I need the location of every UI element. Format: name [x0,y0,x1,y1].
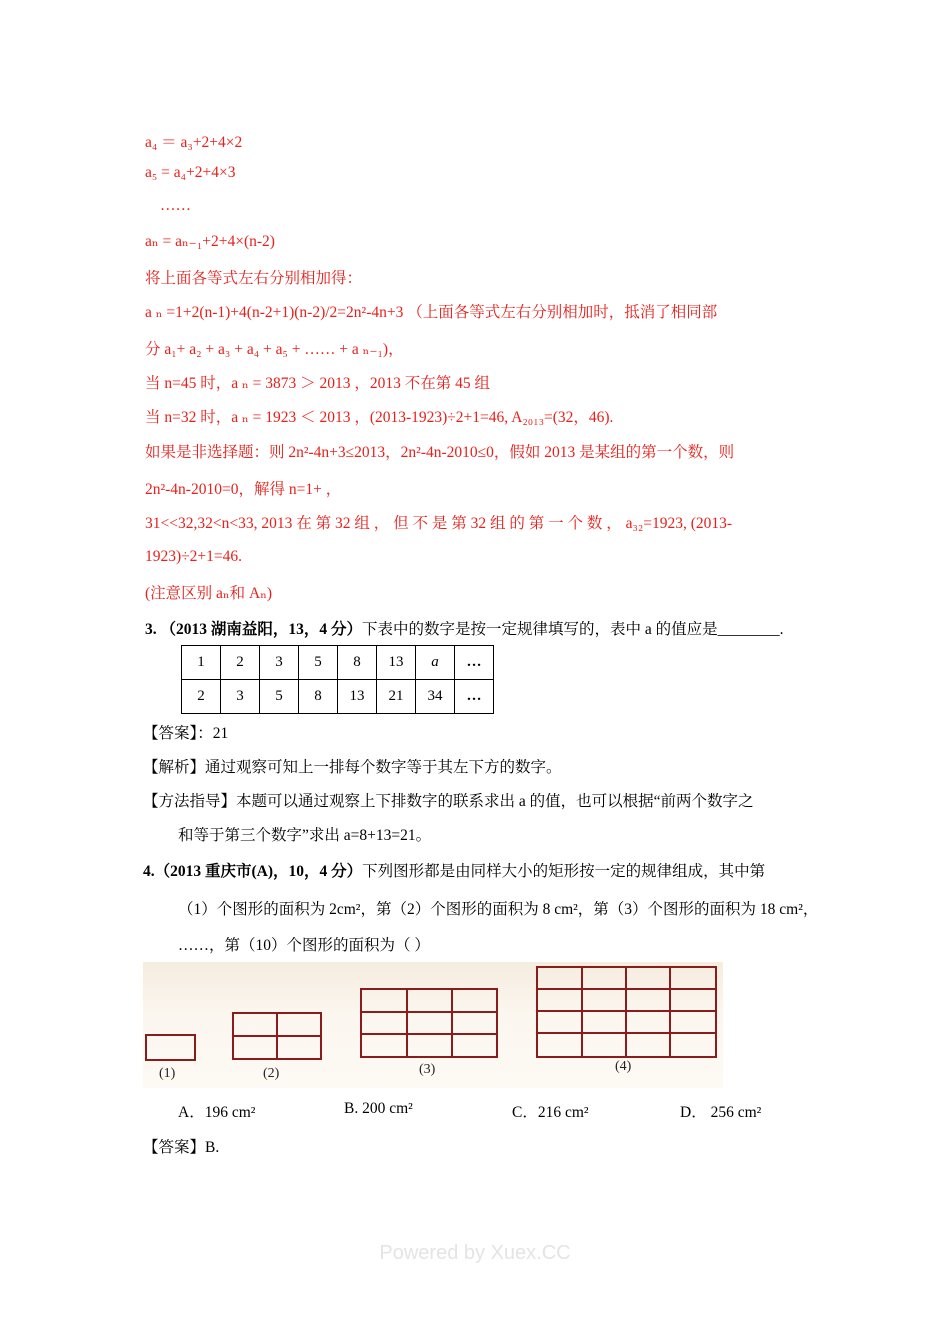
choice-d: D． 256 cm² [680,1104,762,1121]
q4-number: 4. [143,863,155,880]
derivation-case-45: 当 n=45 时，a ₙ = 3873 ＞ 2013 ，2013 不在第 45 组 [145,375,490,392]
q4-text-3: ……，第（10）个图形的面积为（ ） [178,937,430,954]
table-cell: … [455,646,494,680]
derivation-case-32: 当 n=32 时，a ₙ = 1923 ＜ 2013 ，(2013-1923)÷2+1=46, A₂₀₁₃=(32，46). [145,409,614,426]
derivation-ellipsis: …… [160,197,191,214]
q3-method-text: 本题可以通过观察上下排数字的联系求出 a 的值，也可以根据“前两个数字之 [236,793,754,810]
watermark: Powered by Xuex.CC [379,1242,571,1264]
table-cell: 1 [182,646,221,680]
derivation-result: 1923)÷2+1=46. [145,548,243,565]
derivation-formula: a ₙ =1+2(n-1)+4(n-2+1)(n-2)/2=2n²-4n+3 （上面各等式左右分别相加时，抵消了相同部 [145,304,718,321]
q3-analysis-label: 【解析】 [143,759,206,776]
figure-2-label: (2) [263,1066,280,1081]
derivation-sum-heading: 将上面各等式左右分别相加得： [145,270,363,287]
table-row [182,680,494,714]
q3-number: 3. [145,621,157,638]
table-cell: 2 [221,646,260,680]
table-cell: 13 [338,680,377,714]
figure-4-grid [536,966,717,1058]
q3-method-label: 【方法指导】 [143,793,237,810]
choice-a: A．196 cm² [178,1104,256,1121]
q3-text: 下表中的数字是按一定规律填写的，表中 a 的值应是________. [362,621,784,638]
q3-answer-value: ：21 [197,725,229,742]
q3-method-cont: 和等于第三个数字”求出 a=8+13=21。 [178,827,432,844]
table-cell: 8 [338,646,377,680]
q3-number-table [181,645,494,714]
derivation-formula-cont: 分 a₁+ a₂ + a₃ + a₄ + a₅ + …… + a ₙ₋₁)， [145,341,404,358]
q3-method [143,789,754,811]
table-cell: 21 [377,680,416,714]
derivation-line-2: a₅ = a₄+2+4×3 [145,164,236,181]
q3-answer [143,721,228,743]
table-cell: 5 [299,646,338,680]
table-cell-a: a [416,646,455,680]
derivation-nonchoice: 如果是非选择题：则 2n²-4n+3≤2013，2n²-4n-2010≤0，假如 2013 是某组的第一个数，则 [145,444,735,461]
table-row [182,646,494,680]
q3-answer-label: 【答案】 [143,725,198,742]
figure-3-grid [360,988,498,1058]
table-cell: 13 [377,646,416,680]
derivation-line-1: a₄ ＝ a₃+2+4×2 [145,134,243,151]
table-cell: 3 [221,680,260,714]
table-cell: 2 [182,680,221,714]
table-cell: 5 [260,680,299,714]
figure-2-grid [232,1012,322,1060]
q4-source: （2013 重庆市(A)，10，4 分） [154,863,363,880]
derivation-note: (注意区别 aₙ和 Aₙ) [145,585,273,602]
table-cell: 8 [299,680,338,714]
table-cell: 34 [416,680,455,714]
derivation-solve: 2n²-4n-2010=0，解得 n=1+ ， [145,481,342,498]
q4-text-2: （1）个图形的面积为 2cm²，第（2）个图形的面积为 8 cm²，第（3）个图形的面积为 18 cm²， [178,901,819,918]
q4-figure-image [143,962,723,1088]
table-cell: 3 [260,646,299,680]
q4-text-1: 下列图形都是由同样大小的矩形按一定的规律组成，其中第 [362,863,766,880]
figure-4-label: (4) [615,1059,632,1074]
figure-3-label: (3) [419,1062,436,1077]
q3-analysis-text: 通过观察可知上一排每个数字等于其左下方的数字。 [205,759,562,776]
figure-1-rect [145,1034,196,1061]
choice-b: B. 200 cm² [344,1100,413,1117]
q4-answer: 【答案】B. [143,1139,220,1156]
q3-source: （2013 湖南益阳，13，4 分） [160,621,363,638]
derivation-line-general: aₙ = aₙ₋₁+2+4×(n-2) [145,233,275,250]
derivation-range: 31<<32,32<n<33, 2013 在 第 32 组 ， 但 不 是 第 32 组 的 第 一 个 数 ， a₃₂=1923, (2013- [145,515,733,532]
q4-stem [143,859,765,881]
q3-stem [145,617,784,639]
table-cell: … [455,680,494,714]
q3-analysis [143,755,562,777]
figure-1-label: (1) [159,1066,176,1081]
choice-c: C．216 cm² [512,1104,589,1121]
